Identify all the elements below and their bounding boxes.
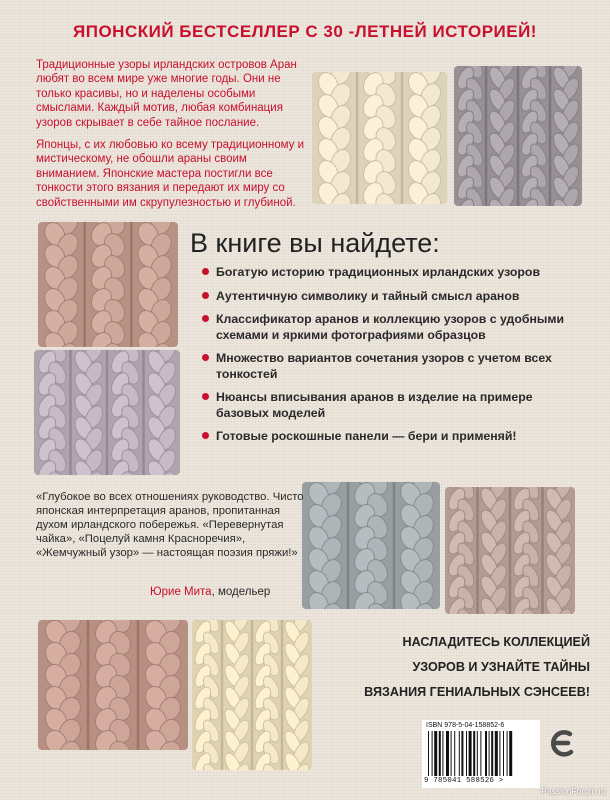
feature-text: Богатую историю традиционных ирландских узоров: [216, 265, 541, 279]
call-to-action: [318, 630, 590, 705]
bullet-icon: [202, 292, 209, 299]
feature-text: Множество вариантов сочетания узоров с учетом всех тонкостей: [216, 351, 552, 381]
lilac-cable-swatch: [34, 350, 180, 475]
cta-line: ВЯЗАНИЯ ГЕНИАЛЬНЫХ СЭНСЕЕВ!: [364, 685, 590, 699]
ivory-cable-swatch: [192, 620, 312, 770]
cream-cable-swatch: [312, 72, 447, 204]
author-name: Юрие Мита: [150, 586, 212, 598]
publisher-logo-icon: [548, 725, 576, 763]
watermark: PassionForum.ru: [541, 786, 606, 796]
blue-gray-cable-swatch: [302, 482, 440, 609]
feature-text: Классификатор аранов и коллекцию узоров с удобными схемами и яркими фотографиями образцов: [216, 312, 565, 342]
gray-cable-swatch: [454, 66, 582, 206]
features-list: [202, 265, 587, 453]
bullet-icon: [202, 315, 209, 322]
isbn-barcode: [422, 720, 540, 788]
review-quote: «Глубокое во всех отношениях руководство. Чисто японская интерпретация аранов, пропитанная духом ирландского побережья. «Перевернутая чайка», «Поцелуй камня Красноречия», «Жемчужный узор» — настоящая поэзия пряжи!»: [36, 491, 304, 559]
list-item: [202, 312, 587, 343]
barcode-bars: [426, 731, 536, 776]
intro-paragraph-2: Японцы, с их любовью ко всему традиционному и мистическому, не обошли араны своим вниманием. Японские мастера постигли все тонкости этого вязания и передают их миру со свойственными им скрупулезностью и глубиной.: [36, 139, 305, 209]
intro-text: [36, 58, 308, 218]
cta-line: УЗОРОВ И УЗНАЙТЕ ТАЙНЫ: [412, 660, 590, 674]
features-title: В книге вы найдете:: [190, 228, 440, 258]
list-item: [202, 390, 587, 421]
list-item: [202, 265, 587, 281]
feature-text: Готовые роскошные панели — бери и применяй!: [216, 429, 517, 443]
list-item: [202, 289, 587, 305]
pink-cable-swatch: [38, 222, 178, 347]
feature-text: Аутентичную символику и тайный смысл аранов: [216, 288, 520, 303]
quote-author: [150, 586, 270, 598]
mauve-cable-swatch: [445, 487, 575, 614]
barcode-digits: 9 785041 588526 >: [424, 777, 504, 785]
author-role: , модельер: [211, 586, 271, 598]
cta-line: НАСЛАДИТЕСЬ КОЛЛЕКЦИЕЙ: [402, 635, 590, 649]
list-item: [202, 429, 587, 445]
feature-text: Нюансы вписывания аранов в изделие на примере базовых моделей: [216, 390, 533, 420]
rose-cable-swatch: [38, 620, 188, 750]
isbn-number: ISBN 978-5-04-158852-6: [426, 722, 505, 729]
headline: ЯПОНСКИЙ БЕСТСЕЛЛЕР С 30 -ЛЕТНЕЙ ИСТОРИЕЙ!: [73, 22, 537, 41]
intro-paragraph-1: Традиционные узоры ирландских островов Аран любят во всем мире уже многие годы. Они не только красивы, но и наделены особыми смыслами. Каждый мотив, любая комбинация узоров скрывает в себе тайное послание.: [36, 59, 297, 129]
bullet-icon: [202, 354, 209, 361]
list-item: [202, 351, 587, 382]
bullet-icon: [202, 432, 209, 439]
bullet-icon: [202, 393, 209, 400]
bullet-icon: [202, 268, 209, 275]
